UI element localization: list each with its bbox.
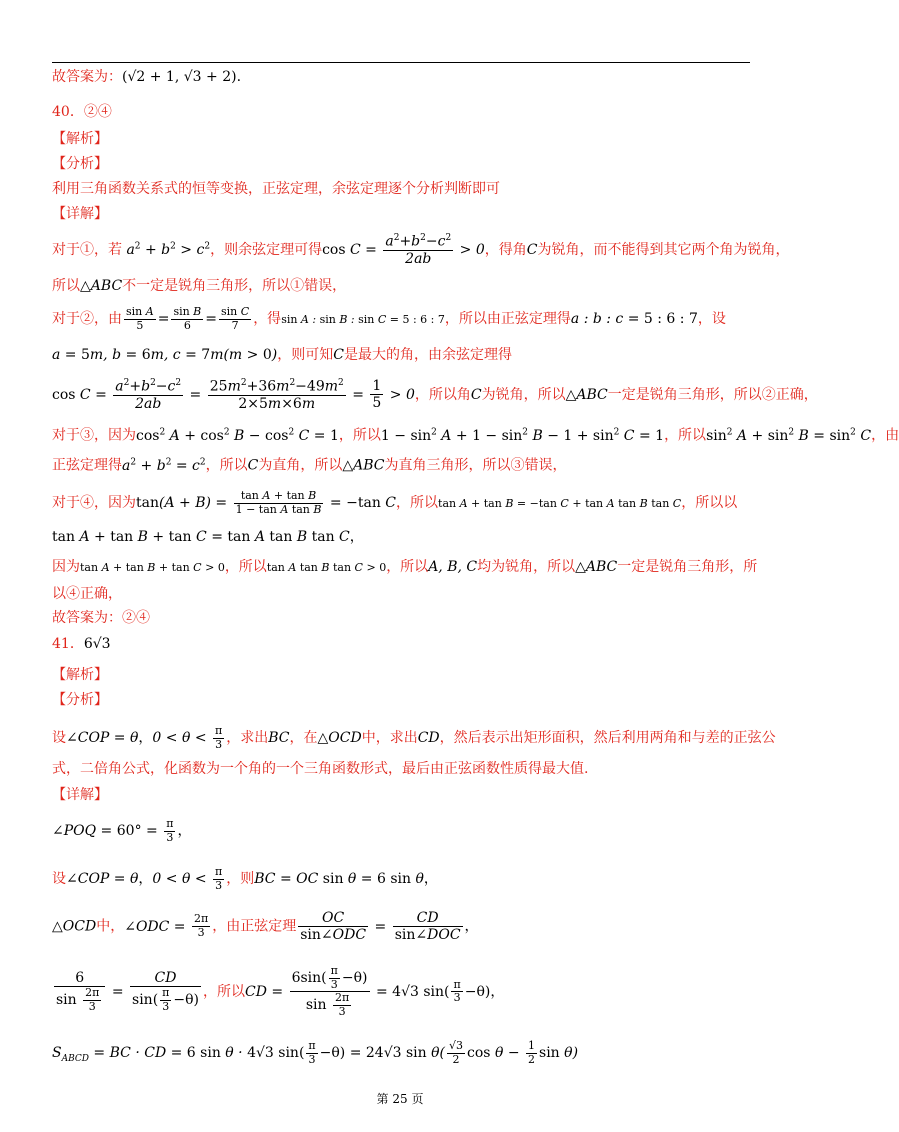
q40-case3-line: 对于③，因为$\cos^2 A + \cos^2 B - \cos^2 C = 1$，所以$1 - \sin^2 A + 1 - \sin^2 B - 1 + \sin^2 C = 1$，所以$\sin^2 A + \sin^2 B = \sin^2 C$，由: [52, 427, 899, 444]
q40-case4-identity: tan A + tan B + tan C = tan A tan B tan C，: [52, 529, 364, 545]
q40-case2-line: 对于②，由 $\frac{\text{sin A}}{5}$ = $\frac{\text{sin B}}{6}$ = $\frac{\text{sin C}}{7}$ ，得sin A : sin B : sin C = 5 : 6 : 7，所以由正弦定理得a : b : c = 5 : 6 : 7，设: [52, 305, 726, 332]
q41-xiangjie-heading: 【详解】: [52, 787, 108, 803]
q39-answer-line: 故答案为：(√2 + 1, √3 + 2).: [52, 69, 242, 85]
q40-answer: 故答案为：②④: [52, 610, 150, 626]
q40-case4-tail: 以④正确，: [52, 586, 122, 602]
q40-number: 40．②④: [52, 104, 112, 120]
q40-case2-cos: cos C = $\frac{a^2+b^2-c^2}{2ab}$ = $\frac{25m^2+36m^2-49m^2}{2\times 5m\times 6m}$ = $\frac{1}{5}$ > 0，所以角C为锐角，所以△ABC一定是锐角三角形，所以②正确，: [52, 378, 818, 412]
q40-case2-setup: a = 5m, b = 6m, c = 7m(m > 0)，则可知C是最大的角，由余弦定理得: [52, 347, 512, 363]
page-footer: 第 25 页: [376, 1092, 424, 1106]
q41-fenxi-heading: 【分析】: [52, 692, 108, 708]
q41-answer-value: 6√3: [83, 636, 111, 652]
q41-fenxi-line1: 设∠COP = θ，0 < θ < $\frac{\pi}{3}$ ，求出BC，在△OCD中，求出CD，然后表示出矩形面积，然后利用两角和与差的正弦公: [52, 724, 776, 751]
q41-bc-line: 设∠COP = θ，0 < θ < $\frac{\pi}{3}$ ，则BC = OC sin θ = 6 sin θ，: [52, 865, 438, 892]
q41-number: 41．6√3: [52, 636, 111, 652]
q39-answer-formula: (√2 + 1, √3 + 2): [122, 69, 237, 85]
top-rule: [52, 62, 750, 63]
q40-fenxi-text: 利用三角函数关系式的恒等变换，正弦定理，余弦定理逐个分析判断即可: [52, 181, 500, 197]
q40-case3-conclusion: 正弦定理得$a^2 + b^2 = c^2$，所以C为直角，所以△ABC为直角三角形，所以③错误，: [52, 457, 567, 474]
q41-cd-line: 6 sin $\frac{2\pi}{3}$ = CD sin( $\frac{\pi}{3}$ −θ) ，所以CD = 6sin( $\frac{\pi}{3}$ −θ) sin $\frac{2\pi}{3}$ = 4√3 sin( $\frac{\pi}{3}$ −θ)，: [56, 964, 505, 1018]
q40-fenxi-heading: 【分析】: [52, 156, 108, 172]
q40-jiexi-heading: 【解析】: [52, 131, 108, 147]
q40-xiangjie-heading: 【详解】: [52, 206, 108, 222]
q41-angle-poq: ∠POQ = 60° = $\frac{\pi}{3}$ ，: [52, 817, 192, 844]
q40-case1-conclusion: 所以△ABC不一定是锐角三角形，所以①错误，: [52, 278, 347, 294]
q40-case4-line: 对于④，因为tan(A + B) = $\frac{\text{tan A + tan B}}{\text{1 − tan A tan B}}$ = −tan C，所以tan A + tan B = −tan C + tan A tan B tan C，所以以: [52, 489, 738, 516]
q41-area-line: $S_{ABCD}$ = BC · CD = 6 sin θ · 4√3 sin( $\frac{\pi}{3}$ −θ) = 24√3 sin θ( $\frac{√3}{2}$ cos θ − $\frac{1}{2}$ sin θ): [52, 1039, 579, 1066]
q40-case4-conclusion: 因为tan A + tan B + tan C > 0，所以tan A tan B tan C > 0，所以A, B, C均为锐角，所以△ABC一定是锐角三角形，所: [52, 559, 758, 575]
q41-ocd-line: △OCD中，∠ODC = $\frac{2\pi}{3}$ ，由正弦定理 OC sin∠ODC = CD sin∠DOC ，: [52, 910, 479, 944]
q40-case1-line: 对于①，若 $a^2 + b^2 > c^2$，则余弦定理可得cos C = $\frac{a^2+b^2-c^2}{2ab}$ > 0，得角C为锐角，而不能得到其它两个角为锐角，: [52, 233, 790, 267]
q41-jiexi-heading: 【解析】: [52, 667, 108, 683]
q41-fenxi-line2: 式，二倍角公式，化函数为一个角的一个三角函数形式，最后由正弦函数性质得最大值.: [52, 761, 589, 777]
